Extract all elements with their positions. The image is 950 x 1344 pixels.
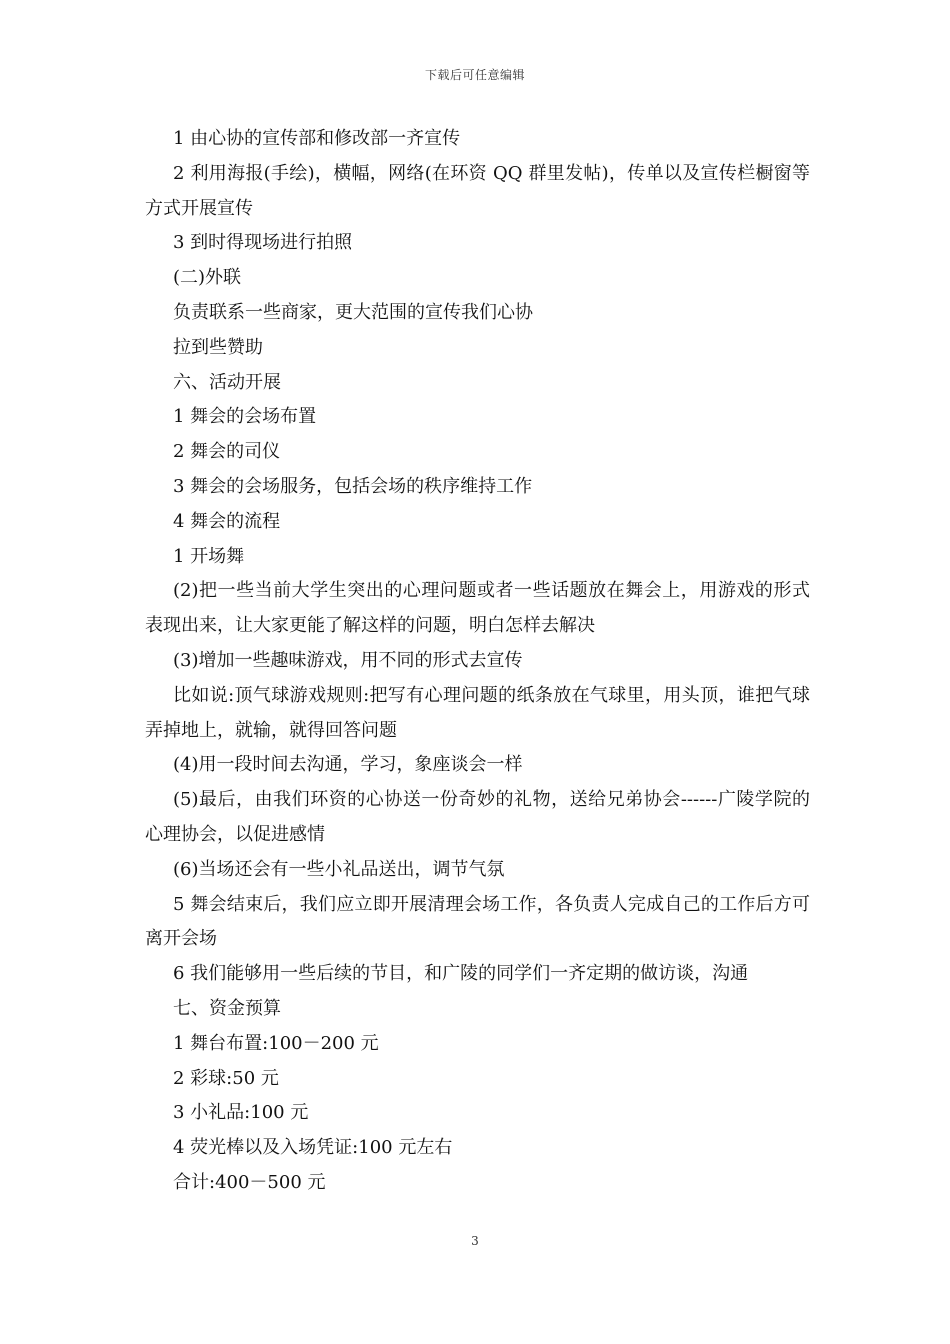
paragraph: 4 舞会的流程 xyxy=(173,510,281,532)
section-heading: (二)外联 xyxy=(173,267,242,289)
page-number: 3 xyxy=(471,1234,479,1248)
paragraph: 3 到时得现场进行拍照 xyxy=(173,232,353,254)
paragraph: 拉到些赞助 xyxy=(173,336,263,358)
paragraph: (6)当场还会有一些小礼品送出，调节气氛 xyxy=(173,858,505,880)
document-body xyxy=(145,122,810,1201)
paragraph: 2 利用海报(手绘)，横幅，网络(在环资 QQ 群里发帖)，传单以及宣传栏橱窗等方式开展宣传 xyxy=(145,162,810,219)
budget-total: 合计:400－500 元 xyxy=(173,1171,326,1193)
paragraph: 3 舞会的会场服务，包括会场的秩序维持工作 xyxy=(173,475,533,497)
budget-item: 4 荧光棒以及入场凭证:100 元左右 xyxy=(173,1137,453,1159)
page-header: 下载后可任意编辑 xyxy=(424,68,525,82)
paragraph: 1 舞会的会场布置 xyxy=(173,406,317,428)
budget-item: 2 彩球:50 元 xyxy=(173,1067,279,1089)
paragraph: 1 开场舞 xyxy=(173,545,245,567)
paragraph: 1 由心协的宣传部和修改部一齐宣传 xyxy=(173,128,461,149)
section-heading: 七、资金预算 xyxy=(173,997,281,1019)
paragraph: 2 舞会的司仪 xyxy=(173,441,281,463)
paragraph: (5)最后，由我们环资的心协送一份奇妙的礼物，送给兄弟协会------广陵学院的心理协会，以促进感情 xyxy=(145,789,810,845)
paragraph: (2)把一些当前大学生突出的心理问题或者一些话题放在舞会上，用游戏的形式表现出来，让大家更能了解这样的问题，明白怎样去解决 xyxy=(145,580,810,637)
paragraph: 比如说:顶气球游戏规则:把写有心理问题的纸条放在气球里，用头顶，谁把气球弄掉地上，就输，就得回答问题 xyxy=(145,684,810,741)
budget-item: 1 舞台布置:100－200 元 xyxy=(173,1032,379,1054)
section-heading: 六、活动开展 xyxy=(173,371,281,393)
paragraph: 5 舞会结束后，我们应立即开展清理会场工作，各负责人完成自己的工作后方可离开会场 xyxy=(145,893,810,950)
paragraph: (4)用一段时间去沟通，学习，象座谈会一样 xyxy=(173,754,523,776)
budget-item: 3 小礼品:100 元 xyxy=(173,1102,309,1124)
paragraph: 6 我们能够用一些后续的节目，和广陵的同学们一齐定期的做访谈，沟通 xyxy=(173,963,749,985)
paragraph: 负责联系一些商家，更大范围的宣传我们心协 xyxy=(173,301,533,323)
paragraph: (3)增加一些趣味游戏，用不同的形式去宣传 xyxy=(173,649,523,671)
